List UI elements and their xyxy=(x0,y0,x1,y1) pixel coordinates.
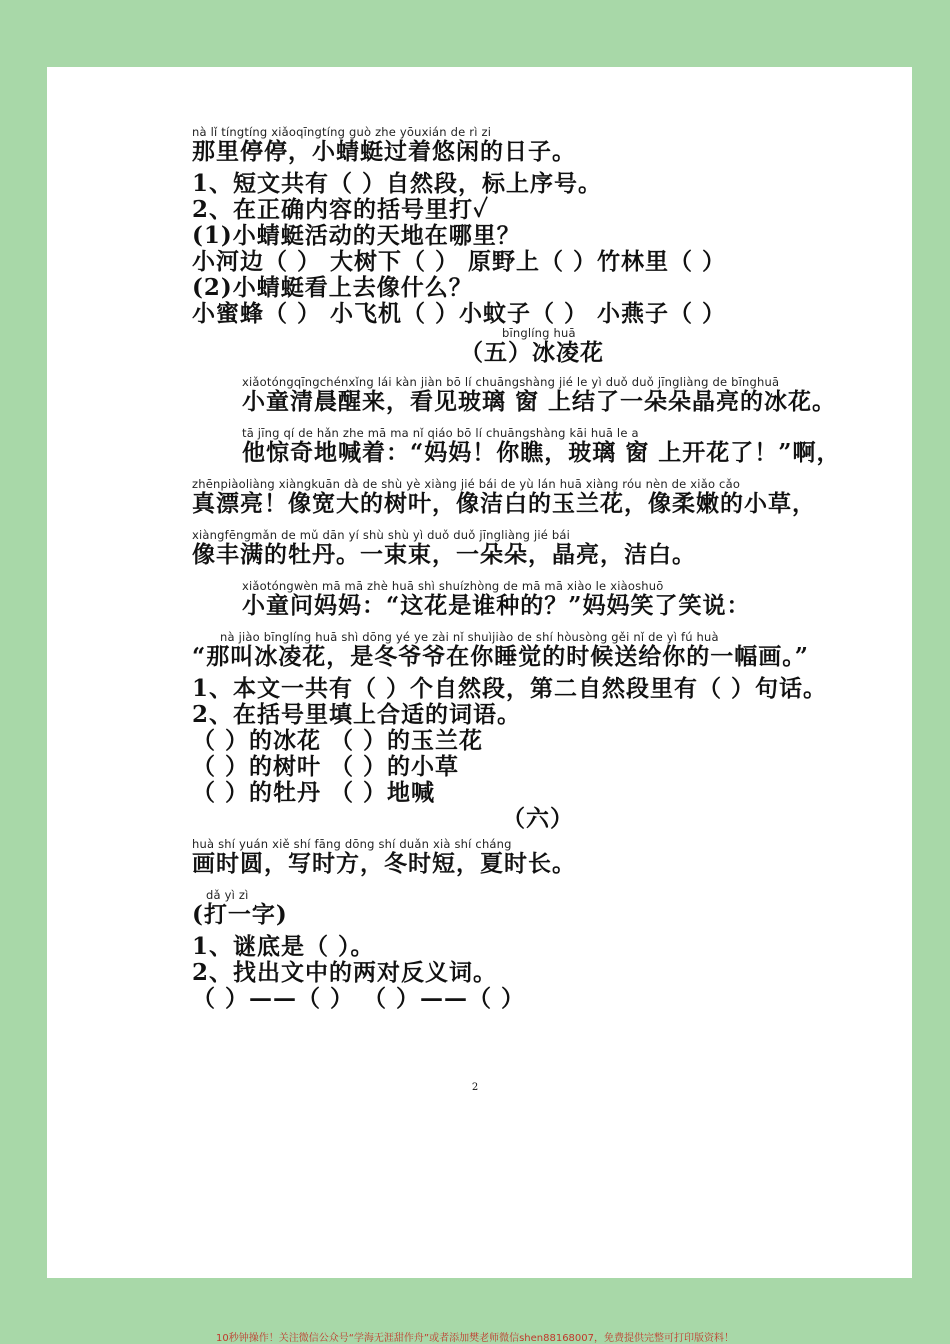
section-title: （六） xyxy=(502,805,574,832)
text-line: 小童问妈妈：“这花是谁种的？”妈妈笑了笑说： xyxy=(242,592,751,619)
text-line: 小童清晨醒来，看见玻璃 窗 上结了一朵朵晶亮的冰花。 xyxy=(242,388,837,415)
options-line: 小河边（ ） 大树下（ ） 原野上（ ）竹林里（ ） xyxy=(192,248,727,275)
question-line: 2、在括号里填上合适的词语。 xyxy=(192,701,522,728)
question-line: (1)小蜻蜓活动的天地在哪里？ xyxy=(192,222,521,249)
worksheet-content xyxy=(192,126,892,1012)
pinyin-line: bīnglíng huā xyxy=(502,326,576,340)
pinyin-line: nà jiào bīnglíng huā shì dōng yé ye zài nǐ shuìjiào de shí hòusòng gěi nǐ de yì fú huà xyxy=(220,630,719,644)
page-number: 2 xyxy=(471,1082,479,1093)
question-line: 2、在正确内容的括号里打✓ xyxy=(192,196,489,223)
question-line: 1、本文一共有（ ）个自然段，第二自然段里有（ ）句话。 xyxy=(192,675,828,702)
pinyin-line: xiǎotóngwèn mā mā zhè huā shì shuízhòng de mā mā xiào le xiàoshuō xyxy=(242,579,664,593)
options-line: 小蜜蜂（ ） 小飞机（ ）小蚊子（ ） 小燕子（ ） xyxy=(192,300,727,327)
fill-line: （ ）的牡丹 （ ）地喊 xyxy=(192,779,436,806)
pinyin-line: zhēnpiàoliàng xiàngkuān dà de shù yè xiàng jié bái de yù lán huā xiàng róu nèn de xiǎo cǎo xyxy=(192,477,741,491)
text-line: “那叫冰凌花，是冬爷爷在你睡觉的时候送给你的一幅画。” xyxy=(192,643,809,670)
riddle-hint: (打一字) xyxy=(192,901,288,928)
question-line: 2、找出文中的两对反义词。 xyxy=(192,959,498,986)
question-line: 1、谜底是（ ）。 xyxy=(192,933,375,960)
footer-note: 10秒钟操作！关注微信公众号“学海无涯甜作舟”或者添加樊老师微信shen88168007，免费提供完整可打印版资料！ xyxy=(215,1333,735,1344)
question-line: (2)小蜻蜓看上去像什么？ xyxy=(192,274,473,301)
section-title: （五）冰凌花 xyxy=(460,339,604,366)
pinyin-line: huà shí yuán xiě shí fāng dōng shí duǎn xià shí cháng xyxy=(192,837,512,851)
fill-line: （ ）的树叶 （ ）的小草 xyxy=(192,753,460,780)
pinyin-line: nà lǐ tíngtíng xiǎoqīngtíng guò zhe yōuxián de rì zi xyxy=(192,125,492,139)
pinyin-line: xiǎotóngqīngchénxǐng lái kàn jiàn bō lí chuāngshàng jié le yì duǒ duǒ jīngliàng de bīnghuā xyxy=(242,375,780,389)
question-line: 1、短文共有（ ）自然段，标上序号。 xyxy=(192,170,603,197)
text-line: 他惊奇地喊着：“妈妈！你瞧，玻璃 窗 上开花了！”啊， xyxy=(242,439,841,466)
text-line: 真漂亮！像宽大的树叶，像洁白的玉兰花，像柔嫩的小草， xyxy=(192,490,816,517)
pinyin-line: dǎ yì zì xyxy=(206,888,249,902)
fill-line: （ ）的冰花 （ ）的玉兰花 xyxy=(192,727,484,754)
antonym-line: （ ）——（ ） （ ）——（ ） xyxy=(192,985,526,1012)
text-line: 像丰满的牡丹。一束束，一朵朵，晶亮，洁白。 xyxy=(192,541,696,568)
riddle-line: 画时圆，写时方，冬时短，夏时长。 xyxy=(192,850,576,877)
pinyin-line: xiàngfēngmǎn de mǔ dān yí shù shù yì duǒ duǒ jīngliàng jié bái xyxy=(192,528,571,542)
text-line: 那里停停，小蜻蜓过着悠闲的日子。 xyxy=(192,138,576,165)
pinyin-line: tā jīng qí de hǎn zhe mā ma nǐ qiáo bō lí chuāngshàng kāi huā le a xyxy=(242,426,639,440)
